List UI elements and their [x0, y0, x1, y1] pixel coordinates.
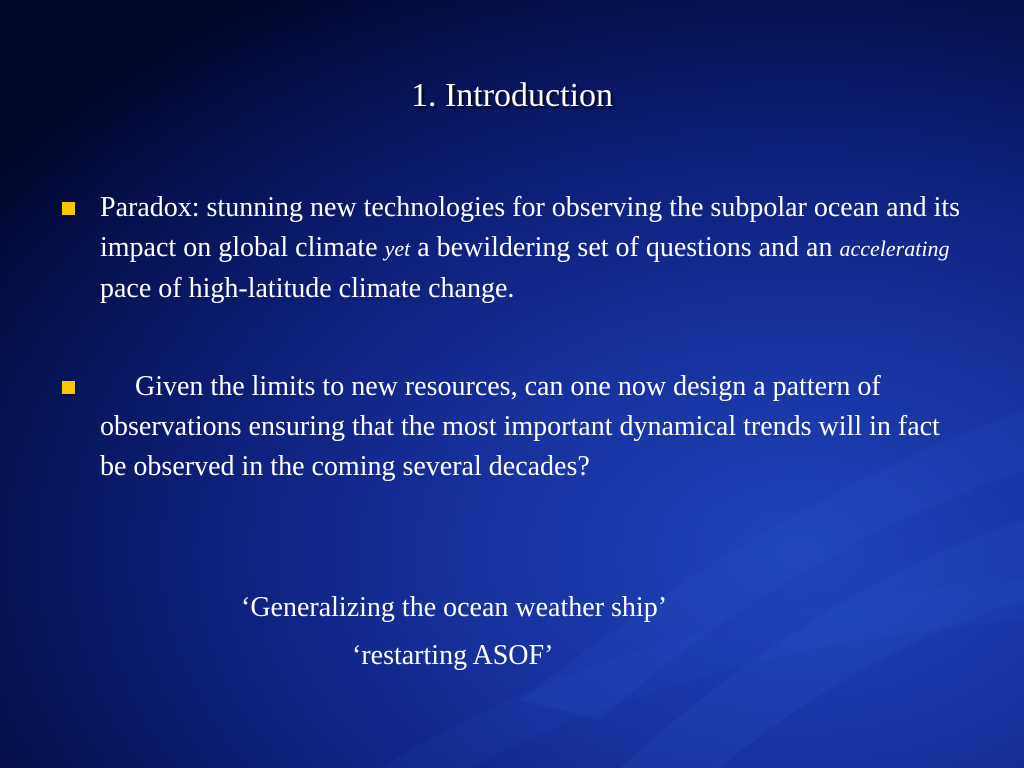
bullet-emphasis-yet: yet — [384, 236, 411, 261]
bullet-square-icon — [62, 381, 75, 394]
bullet-text — [100, 188, 962, 309]
bullet-text: Given the limits to new resources, can one now design a pattern of observations ensuring that the most important dynamical trends will in fact be observed in the coming several decades? — [100, 371, 947, 482]
quote-restarting-asof: ‘restarting ASOF’ — [352, 640, 554, 671]
quote-weather-ship: ‘Generalizing the ocean weather ship’ — [241, 592, 668, 623]
bullet-text-part: Paradox: stunning new technologies for observing the subpolar ocean and its impact on global climate — [100, 192, 961, 263]
bullet-question — [62, 367, 962, 487]
bullet-emphasis-accelerating: accelerating — [839, 236, 950, 261]
bullet-text-part: pace of high-latitude climate change. — [100, 273, 515, 304]
bullet-text-part: a bewildering set of questions and an — [410, 232, 840, 263]
bullet-square-icon — [62, 202, 75, 215]
slide-title: 1. Introduction — [410, 77, 614, 114]
bullet-paradox — [62, 188, 962, 309]
